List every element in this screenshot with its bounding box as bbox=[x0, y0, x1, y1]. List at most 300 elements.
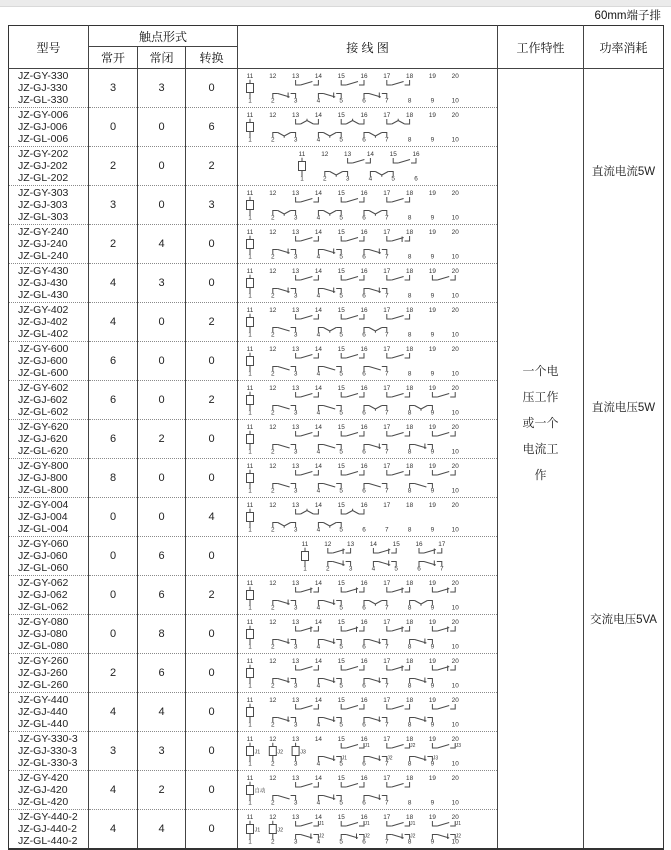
svg-text:10: 10 bbox=[451, 682, 459, 690]
svg-text:7: 7 bbox=[385, 97, 389, 105]
svg-text:10: 10 bbox=[451, 331, 459, 339]
model-cell bbox=[9, 810, 89, 850]
table-row bbox=[9, 69, 664, 108]
svg-text:14: 14 bbox=[314, 502, 322, 509]
model-name: JZ-GL-420 bbox=[18, 796, 69, 809]
svg-text:J3: J3 bbox=[432, 755, 439, 762]
model-cell bbox=[9, 342, 89, 381]
svg-text:2: 2 bbox=[271, 799, 275, 807]
svg-text:19: 19 bbox=[428, 502, 436, 509]
svg-text:3: 3 bbox=[293, 760, 298, 768]
svg-text:10: 10 bbox=[451, 643, 459, 651]
svg-text:15: 15 bbox=[337, 658, 345, 665]
svg-text:19: 19 bbox=[428, 385, 436, 392]
svg-text:18: 18 bbox=[406, 73, 414, 80]
svg-text:11: 11 bbox=[246, 619, 254, 626]
svg-text:17: 17 bbox=[383, 229, 391, 236]
svg-text:6: 6 bbox=[362, 214, 366, 222]
svg-text:5: 5 bbox=[339, 409, 344, 417]
svg-text:9: 9 bbox=[430, 799, 435, 807]
svg-text:2: 2 bbox=[271, 526, 275, 534]
svg-text:13: 13 bbox=[292, 463, 300, 470]
svg-text:20: 20 bbox=[451, 463, 459, 470]
svg-text:9: 9 bbox=[430, 838, 435, 846]
svg-text:18: 18 bbox=[406, 502, 414, 509]
no-count-cell: 6 bbox=[89, 420, 138, 459]
model-name: JZ-GL-004 bbox=[18, 523, 69, 536]
svg-text:12: 12 bbox=[269, 346, 277, 353]
svg-text:16: 16 bbox=[360, 73, 368, 80]
svg-text:5: 5 bbox=[339, 760, 344, 768]
svg-text:16: 16 bbox=[360, 190, 368, 197]
svg-text:17: 17 bbox=[383, 463, 391, 470]
col-header-model: 型号 bbox=[9, 26, 89, 69]
svg-text:7: 7 bbox=[385, 292, 389, 300]
power-consumption-label: 直流电流5W bbox=[591, 166, 656, 179]
svg-text:11: 11 bbox=[246, 424, 254, 431]
wiring-diagram-cell bbox=[238, 498, 498, 537]
svg-text:6: 6 bbox=[414, 175, 418, 183]
svg-text:19: 19 bbox=[428, 229, 436, 236]
terminal-strip-label: 60mm端子排 bbox=[594, 10, 661, 22]
model-name: JZ-GY-440 bbox=[18, 693, 69, 706]
svg-text:5: 5 bbox=[339, 448, 344, 456]
svg-text:8: 8 bbox=[407, 760, 412, 768]
svg-text:4: 4 bbox=[316, 487, 321, 495]
svg-text:19: 19 bbox=[428, 736, 436, 743]
svg-text:1: 1 bbox=[248, 214, 252, 222]
svg-text:2: 2 bbox=[271, 448, 275, 456]
model-name: JZ-GL-260 bbox=[18, 679, 69, 692]
co-count-cell: 0 bbox=[186, 615, 238, 654]
svg-text:9: 9 bbox=[430, 370, 435, 378]
model-name: JZ-GL-240 bbox=[18, 250, 69, 263]
nc-count-cell: 0 bbox=[138, 459, 186, 498]
model-name: JZ-GJ-004 bbox=[18, 510, 68, 523]
model-name: JZ-GY-800 bbox=[18, 459, 69, 472]
svg-text:2: 2 bbox=[271, 643, 275, 651]
svg-text:4: 4 bbox=[316, 799, 321, 807]
co-count-cell: 0 bbox=[186, 771, 238, 810]
svg-text:1: 1 bbox=[248, 721, 252, 729]
svg-text:15: 15 bbox=[337, 229, 345, 236]
svg-text:19: 19 bbox=[428, 463, 436, 470]
svg-text:9: 9 bbox=[430, 253, 435, 261]
svg-text:1: 1 bbox=[248, 448, 252, 456]
svg-text:1: 1 bbox=[248, 760, 252, 768]
model-name: JZ-GJ-330-3 bbox=[18, 744, 77, 757]
svg-text:8: 8 bbox=[407, 526, 412, 534]
svg-text:13: 13 bbox=[292, 112, 300, 119]
svg-text:4: 4 bbox=[316, 526, 321, 534]
model-name: JZ-GL-303 bbox=[18, 211, 69, 224]
svg-text:8: 8 bbox=[407, 682, 412, 690]
no-count-cell: 0 bbox=[89, 108, 138, 147]
svg-text:15: 15 bbox=[337, 619, 345, 626]
svg-text:20: 20 bbox=[451, 580, 459, 587]
wiring-diagram bbox=[238, 810, 496, 848]
model-cell bbox=[9, 420, 89, 459]
svg-text:12: 12 bbox=[269, 463, 277, 470]
svg-text:6: 6 bbox=[362, 760, 366, 768]
svg-text:9: 9 bbox=[430, 721, 435, 729]
svg-text:1: 1 bbox=[248, 487, 252, 495]
svg-text:16: 16 bbox=[360, 502, 368, 509]
svg-text:9: 9 bbox=[430, 760, 435, 768]
model-name: JZ-GJ-402 bbox=[18, 315, 68, 328]
wiring-diagram-cell bbox=[238, 69, 498, 108]
model-name: JZ-GJ-440 bbox=[18, 705, 68, 718]
svg-text:12: 12 bbox=[269, 424, 277, 431]
svg-text:14: 14 bbox=[314, 580, 322, 587]
model-name: JZ-GY-430 bbox=[18, 264, 69, 277]
svg-text:20: 20 bbox=[451, 307, 459, 314]
nc-count-cell: 6 bbox=[138, 576, 186, 615]
svg-text:18: 18 bbox=[406, 697, 414, 704]
model-name: JZ-GY-440-2 bbox=[18, 810, 78, 823]
svg-text:12: 12 bbox=[269, 229, 277, 236]
col-header-normally-closed: 常闭 bbox=[138, 47, 186, 69]
no-count-cell: 4 bbox=[89, 771, 138, 810]
power-consumption-cell bbox=[584, 69, 664, 850]
model-name: JZ-GJ-240 bbox=[18, 237, 68, 250]
svg-text:J2: J2 bbox=[455, 833, 462, 840]
svg-text:10: 10 bbox=[451, 292, 459, 300]
svg-text:14: 14 bbox=[314, 697, 322, 704]
svg-text:3: 3 bbox=[293, 721, 298, 729]
co-count-cell: 2 bbox=[186, 147, 238, 186]
model-name: JZ-GL-006 bbox=[18, 133, 69, 146]
svg-text:13: 13 bbox=[292, 229, 300, 236]
svg-text:6: 6 bbox=[362, 448, 366, 456]
svg-text:11: 11 bbox=[246, 73, 254, 80]
svg-text:18: 18 bbox=[406, 268, 414, 275]
svg-text:17: 17 bbox=[383, 736, 391, 743]
no-count-cell: 6 bbox=[89, 342, 138, 381]
model-name: JZ-GY-240 bbox=[18, 225, 69, 238]
svg-text:17: 17 bbox=[383, 424, 391, 431]
svg-text:3: 3 bbox=[293, 292, 298, 300]
svg-text:15: 15 bbox=[337, 775, 345, 782]
svg-text:14: 14 bbox=[314, 463, 322, 470]
svg-text:5: 5 bbox=[339, 682, 344, 690]
svg-text:6: 6 bbox=[417, 565, 421, 573]
svg-text:20: 20 bbox=[451, 73, 459, 80]
svg-text:1: 1 bbox=[248, 838, 252, 846]
svg-text:16: 16 bbox=[360, 619, 368, 626]
model-name: JZ-GJ-006 bbox=[18, 120, 68, 133]
wiring-diagram bbox=[238, 498, 496, 536]
svg-text:7: 7 bbox=[385, 253, 389, 261]
wiring-diagram bbox=[238, 342, 496, 380]
svg-text:14: 14 bbox=[314, 424, 322, 431]
wiring-diagram-cell bbox=[238, 732, 498, 771]
model-name: JZ-GJ-602 bbox=[18, 393, 68, 406]
model-cell bbox=[9, 264, 89, 303]
nc-count-cell: 0 bbox=[138, 342, 186, 381]
svg-text:14: 14 bbox=[314, 385, 322, 392]
svg-text:5: 5 bbox=[339, 838, 344, 846]
svg-text:3: 3 bbox=[293, 136, 298, 144]
no-count-cell: 4 bbox=[89, 303, 138, 342]
svg-text:18: 18 bbox=[406, 307, 414, 314]
svg-text:14: 14 bbox=[314, 658, 322, 665]
svg-text:10: 10 bbox=[451, 526, 459, 534]
model-cell bbox=[9, 459, 89, 498]
svg-text:2: 2 bbox=[271, 487, 275, 495]
svg-text:19: 19 bbox=[428, 814, 436, 821]
svg-text:15: 15 bbox=[337, 73, 345, 80]
wiring-diagram-cell bbox=[238, 693, 498, 732]
nc-count-cell: 0 bbox=[138, 303, 186, 342]
co-count-cell: 0 bbox=[186, 459, 238, 498]
svg-text:5: 5 bbox=[339, 214, 344, 222]
model-name: JZ-GY-402 bbox=[18, 303, 69, 316]
svg-text:13: 13 bbox=[292, 307, 300, 314]
model-cell bbox=[9, 303, 89, 342]
svg-text:7: 7 bbox=[385, 214, 389, 222]
svg-text:16: 16 bbox=[360, 580, 368, 587]
svg-text:19: 19 bbox=[428, 697, 436, 704]
model-name: JZ-GY-202 bbox=[18, 147, 69, 160]
svg-text:5: 5 bbox=[391, 175, 396, 183]
no-count-cell: 0 bbox=[89, 537, 138, 576]
svg-text:12: 12 bbox=[269, 697, 277, 704]
svg-text:7: 7 bbox=[385, 331, 389, 339]
svg-text:19: 19 bbox=[428, 73, 436, 80]
svg-text:7: 7 bbox=[385, 760, 389, 768]
svg-text:4: 4 bbox=[316, 838, 321, 846]
svg-text:J1: J1 bbox=[364, 743, 370, 749]
svg-text:8: 8 bbox=[407, 799, 412, 807]
no-count-cell: 3 bbox=[89, 69, 138, 108]
svg-text:15: 15 bbox=[337, 190, 345, 197]
wiring-diagram-cell bbox=[238, 225, 498, 264]
svg-text:11: 11 bbox=[246, 112, 254, 119]
svg-text:14: 14 bbox=[314, 736, 322, 743]
svg-text:4: 4 bbox=[316, 136, 321, 144]
svg-text:9: 9 bbox=[430, 487, 435, 495]
svg-text:7: 7 bbox=[385, 682, 389, 690]
svg-text:17: 17 bbox=[383, 814, 391, 821]
svg-text:6: 6 bbox=[362, 292, 366, 300]
wiring-diagram-cell bbox=[238, 342, 498, 381]
wiring-diagram bbox=[238, 186, 496, 224]
co-count-cell: 0 bbox=[186, 654, 238, 693]
svg-text:5: 5 bbox=[339, 97, 344, 105]
svg-text:15: 15 bbox=[337, 814, 345, 821]
nc-count-cell: 4 bbox=[138, 810, 186, 850]
model-name: JZ-GL-600 bbox=[18, 367, 69, 380]
model-name: JZ-GJ-600 bbox=[18, 354, 68, 367]
svg-text:11: 11 bbox=[301, 541, 309, 548]
svg-text:2: 2 bbox=[271, 760, 275, 768]
nc-count-cell: 2 bbox=[138, 771, 186, 810]
svg-text:J2: J2 bbox=[410, 833, 416, 840]
model-cell bbox=[9, 576, 89, 615]
svg-text:自动: 自动 bbox=[254, 788, 266, 795]
svg-text:2: 2 bbox=[323, 175, 327, 183]
svg-text:13: 13 bbox=[292, 268, 300, 275]
svg-text:13: 13 bbox=[292, 658, 300, 665]
svg-text:7: 7 bbox=[440, 565, 444, 573]
nc-count-cell: 6 bbox=[138, 537, 186, 576]
svg-text:16: 16 bbox=[360, 697, 368, 704]
svg-text:13: 13 bbox=[292, 190, 300, 197]
model-name: JZ-GY-062 bbox=[18, 576, 69, 589]
svg-text:5: 5 bbox=[339, 136, 344, 144]
svg-text:13: 13 bbox=[292, 775, 300, 782]
svg-text:7: 7 bbox=[385, 643, 389, 651]
svg-text:8: 8 bbox=[407, 331, 412, 339]
svg-text:13: 13 bbox=[292, 580, 300, 587]
svg-text:5: 5 bbox=[339, 721, 344, 729]
svg-text:5: 5 bbox=[339, 253, 344, 261]
model-name: JZ-GJ-062 bbox=[18, 588, 68, 601]
model-name: JZ-GY-004 bbox=[18, 498, 69, 511]
no-count-cell: 0 bbox=[89, 576, 138, 615]
svg-text:4: 4 bbox=[316, 721, 321, 729]
model-cell bbox=[9, 615, 89, 654]
svg-text:16: 16 bbox=[360, 463, 368, 470]
svg-text:7: 7 bbox=[385, 448, 389, 456]
svg-text:7: 7 bbox=[385, 799, 389, 807]
model-name: JZ-GL-080 bbox=[18, 640, 69, 653]
col-header-normally-open: 常开 bbox=[89, 47, 138, 69]
svg-text:9: 9 bbox=[430, 136, 435, 144]
model-name: JZ-GY-260 bbox=[18, 654, 69, 667]
svg-text:17: 17 bbox=[438, 541, 446, 548]
wiring-diagram bbox=[238, 381, 496, 419]
no-count-cell: 3 bbox=[89, 732, 138, 771]
svg-text:18: 18 bbox=[406, 775, 414, 782]
model-name: JZ-GJ-440-2 bbox=[18, 822, 77, 835]
svg-text:14: 14 bbox=[366, 151, 374, 158]
svg-text:7: 7 bbox=[385, 370, 389, 378]
model-name: JZ-GL-202 bbox=[18, 172, 69, 185]
model-name: JZ-GJ-800 bbox=[18, 471, 68, 484]
nc-count-cell: 3 bbox=[138, 732, 186, 771]
svg-text:11: 11 bbox=[246, 307, 254, 314]
svg-text:2: 2 bbox=[271, 682, 275, 690]
svg-text:2: 2 bbox=[271, 604, 275, 612]
svg-text:1: 1 bbox=[248, 136, 252, 144]
svg-text:14: 14 bbox=[314, 346, 322, 353]
svg-text:10: 10 bbox=[451, 136, 459, 144]
svg-text:5: 5 bbox=[339, 487, 344, 495]
svg-text:1: 1 bbox=[248, 799, 252, 807]
svg-text:13: 13 bbox=[292, 736, 300, 743]
no-count-cell: 0 bbox=[89, 615, 138, 654]
svg-text:18: 18 bbox=[406, 736, 414, 743]
svg-text:18: 18 bbox=[406, 112, 414, 119]
svg-text:9: 9 bbox=[430, 682, 435, 690]
wiring-diagram-cell bbox=[238, 537, 498, 576]
svg-text:3: 3 bbox=[293, 487, 298, 495]
svg-text:12: 12 bbox=[269, 736, 277, 743]
wiring-diagram bbox=[238, 615, 496, 653]
svg-text:3: 3 bbox=[293, 448, 298, 456]
co-count-cell: 6 bbox=[186, 108, 238, 147]
svg-text:10: 10 bbox=[451, 760, 459, 768]
svg-text:1: 1 bbox=[248, 604, 252, 612]
model-name: JZ-GY-420 bbox=[18, 771, 69, 784]
svg-text:2: 2 bbox=[271, 97, 275, 105]
svg-text:7: 7 bbox=[385, 721, 389, 729]
model-name: JZ-GL-330-3 bbox=[18, 757, 78, 770]
svg-text:J2: J2 bbox=[410, 743, 416, 749]
col-header-wiring: 接 线 图 bbox=[238, 26, 498, 69]
svg-text:18: 18 bbox=[406, 619, 414, 626]
svg-text:16: 16 bbox=[360, 424, 368, 431]
svg-text:6: 6 bbox=[362, 253, 366, 261]
svg-text:5: 5 bbox=[339, 526, 344, 534]
working-characteristics-text: 一个电压工作或一个电流工作 bbox=[522, 363, 559, 482]
svg-text:17: 17 bbox=[383, 190, 391, 197]
svg-text:10: 10 bbox=[451, 799, 459, 807]
power-consumption-label: 交流电压5VA bbox=[590, 613, 657, 626]
svg-text:19: 19 bbox=[428, 580, 436, 587]
svg-text:13: 13 bbox=[347, 541, 355, 548]
svg-text:8: 8 bbox=[407, 409, 412, 417]
svg-text:7: 7 bbox=[385, 136, 389, 144]
svg-text:5: 5 bbox=[339, 292, 344, 300]
svg-text:15: 15 bbox=[337, 697, 345, 704]
svg-text:2: 2 bbox=[271, 136, 275, 144]
wiring-diagram bbox=[238, 537, 496, 575]
svg-text:2: 2 bbox=[271, 370, 275, 378]
no-count-cell: 4 bbox=[89, 693, 138, 732]
svg-text:19: 19 bbox=[428, 619, 436, 626]
svg-text:19: 19 bbox=[428, 268, 436, 275]
wiring-diagram-cell bbox=[238, 303, 498, 342]
svg-text:J1: J1 bbox=[455, 821, 462, 827]
relay-spec-table bbox=[8, 25, 664, 850]
nc-count-cell: 2 bbox=[138, 420, 186, 459]
svg-text:20: 20 bbox=[451, 268, 459, 275]
col-header-power: 功率消耗 bbox=[584, 26, 664, 69]
svg-text:10: 10 bbox=[451, 409, 459, 417]
svg-text:17: 17 bbox=[383, 502, 391, 509]
no-count-cell: 8 bbox=[89, 459, 138, 498]
svg-text:5: 5 bbox=[339, 370, 344, 378]
col-header-working: 工作特性 bbox=[498, 26, 584, 69]
svg-text:14: 14 bbox=[314, 190, 322, 197]
svg-text:9: 9 bbox=[430, 643, 435, 651]
svg-text:17: 17 bbox=[383, 580, 391, 587]
nc-count-cell: 6 bbox=[138, 654, 186, 693]
svg-text:8: 8 bbox=[407, 136, 412, 144]
svg-text:J1: J1 bbox=[364, 821, 370, 827]
model-cell bbox=[9, 693, 89, 732]
wiring-diagram bbox=[238, 264, 496, 302]
wiring-diagram bbox=[238, 732, 496, 770]
model-cell bbox=[9, 186, 89, 225]
svg-text:17: 17 bbox=[383, 658, 391, 665]
svg-text:8: 8 bbox=[407, 97, 412, 105]
svg-text:16: 16 bbox=[360, 775, 368, 782]
svg-text:16: 16 bbox=[360, 385, 368, 392]
svg-text:12: 12 bbox=[269, 775, 277, 782]
svg-text:12: 12 bbox=[269, 814, 277, 821]
svg-text:1: 1 bbox=[248, 370, 252, 378]
svg-text:20: 20 bbox=[451, 775, 459, 782]
co-count-cell: 2 bbox=[186, 381, 238, 420]
svg-text:6: 6 bbox=[362, 97, 366, 105]
svg-text:10: 10 bbox=[451, 214, 459, 222]
svg-text:6: 6 bbox=[362, 643, 366, 651]
svg-text:1: 1 bbox=[248, 643, 252, 651]
